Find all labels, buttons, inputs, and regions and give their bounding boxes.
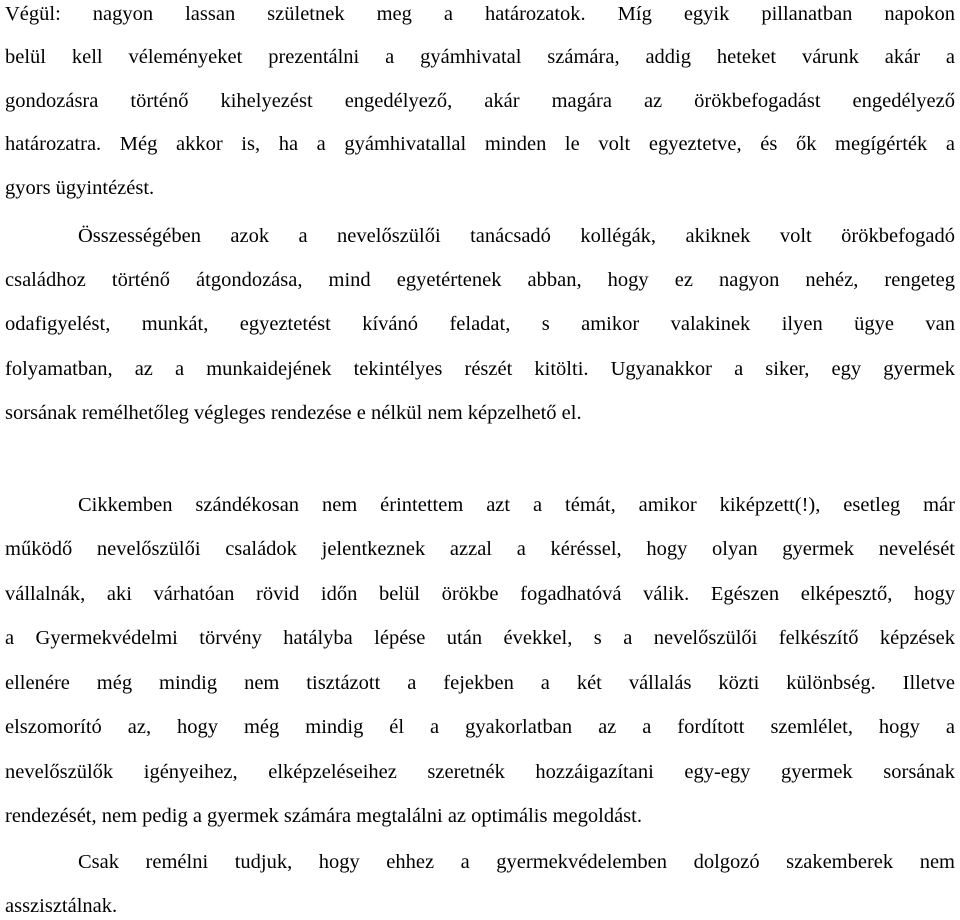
text-line: Végül: nagyon lassan születnek meg a határozatok. Míg egyik pillanatban napokon	[5, 3, 955, 25]
text-line: sorsának remélhetőleg végleges rendezése e nélkül nem képzelhető el.	[5, 402, 582, 424]
text-line: belül kell véleményeket prezentálni a gyámhivatal számára, addig heteket várunk akár a	[5, 46, 955, 68]
text-line: asszisztálnak.	[5, 895, 118, 917]
text-line: rendezését, nem pedig a gyermek számára megtalálni az optimális megoldást.	[5, 805, 642, 827]
text-line: vállalnák, aki várhatóan rövid időn belül örökbe fogadhatóvá válik. Egészen elképesztő, hogy	[5, 583, 955, 605]
text-line: gyors ügyintézést.	[5, 177, 155, 199]
text-line: Összességében azok a nevelőszülői tanácsadó kollégák, akiknek volt örökbefogadó	[78, 225, 955, 247]
text-line: határozatra. Még akkor is, ha a gyámhivatallal minden le volt egyeztetve, és ők megígérték a	[5, 133, 955, 155]
text-line: elszomorító az, hogy még mindig él a gyakorlatban az a fordított szemlélet, hogy a	[5, 716, 955, 738]
text-line: odafigyelést, munkát, egyeztetést kívánó feladat, s amikor valakinek ilyen ügye van	[5, 313, 955, 335]
text-line: folyamatban, az a munkaidejének tekintélyes részét kitölti. Ugyanakkor a siker, egy gyermek	[5, 358, 955, 380]
text-line: nevelőszülők igényeihez, elképzeléseihez szeretnék hozzáigazítani egy-egy gyermek sorsának	[5, 761, 955, 783]
text-line: családhoz történő átgondozása, mind egyetértenek abban, hogy ez nagyon nehéz, rengeteg	[5, 269, 955, 291]
text-line: működő nevelőszülői családok jelentkeznek azzal a kéréssel, hogy olyan gyermek nevelését	[5, 538, 955, 560]
text-line: Csak remélni tudjuk, hogy ehhez a gyermekvédelemben dolgozó szakemberek nem	[78, 851, 955, 873]
text-line: Cikkemben szándékosan nem érintettem azt a témát, amikor kiképzett(!), esetleg már	[78, 494, 955, 516]
text-line: a Gyermekvédelmi törvény hatályba lépése után évekkel, s a nevelőszülői felkészítő képzések	[5, 627, 955, 649]
text-line: ellenére még mindig nem tisztázott a fejekben a két vállalás közti különbség. Illetve	[5, 672, 955, 694]
text-line: gondozásra történő kihelyezést engedélyező, akár magára az örökbefogadást engedélyező	[5, 90, 955, 112]
